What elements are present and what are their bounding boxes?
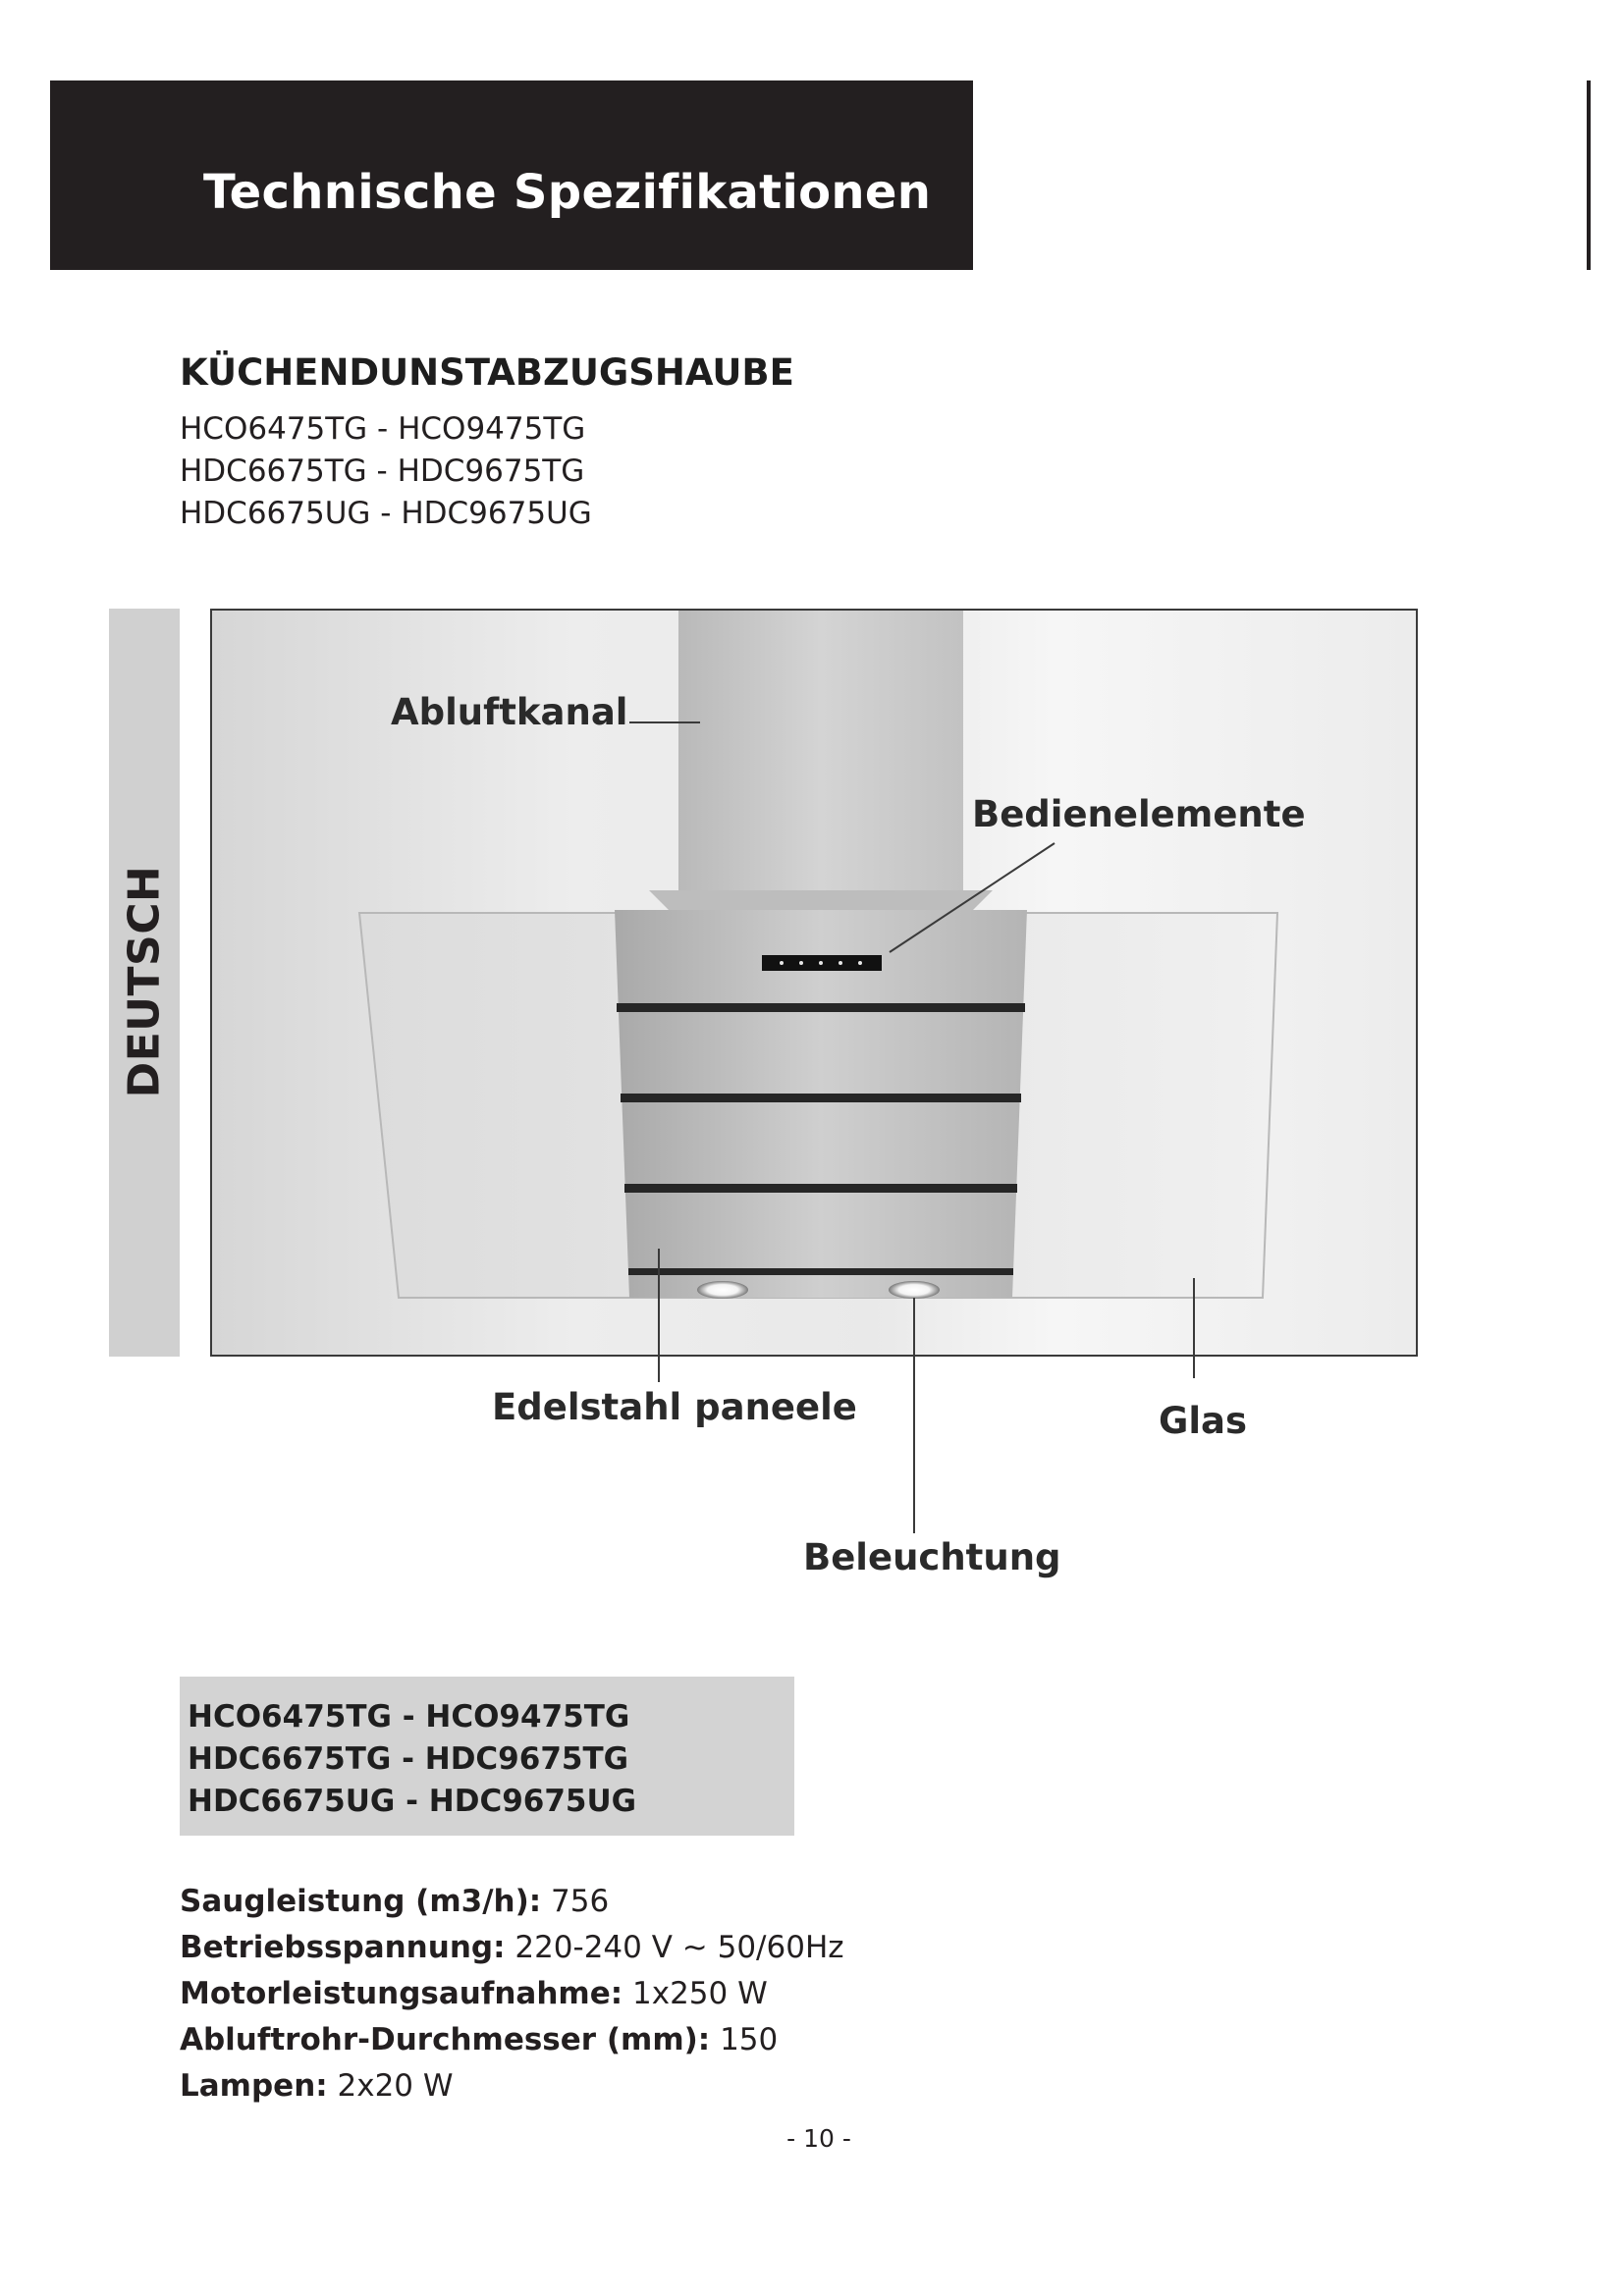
product-photo	[210, 609, 1418, 1357]
spec-key: Saugleistung (m3/h):	[180, 1884, 542, 1919]
spec-model-box	[180, 1677, 794, 1836]
control-dot	[858, 961, 862, 965]
duct-shape	[678, 611, 963, 890]
label-duct: Abluftkanal	[391, 691, 628, 733]
spec-model-line: HCO6475TG - HCO9475TG	[188, 1699, 630, 1735]
control-dot	[839, 961, 842, 965]
panel-divider	[617, 1003, 1025, 1012]
spec-value: 220-240 V ~ 50/60Hz	[514, 1930, 844, 1965]
spec-row	[180, 1971, 844, 2017]
page-title: Technische Spezifikationen	[203, 165, 932, 220]
label-lighting: Beleuchtung	[803, 1536, 1061, 1578]
spec-row	[180, 2017, 844, 2063]
spec-row	[180, 1879, 844, 1925]
panel-divider	[628, 1268, 1013, 1275]
panel-divider	[624, 1184, 1017, 1193]
spec-value: 150	[720, 2022, 779, 2057]
spec-key: Motorleistungsaufnahme:	[180, 1976, 623, 2011]
label-controls: Bedienelemente	[972, 793, 1306, 835]
lamp-light	[697, 1281, 748, 1299]
panel-divider	[621, 1094, 1021, 1102]
control-dot	[819, 961, 823, 965]
spec-model-line: HDC6675UG - HDC9675UG	[188, 1784, 637, 1819]
label-glass: Glas	[1159, 1400, 1248, 1442]
spec-key: Abluftrohr-Durchmesser (mm):	[180, 2022, 711, 2057]
model-list	[180, 408, 592, 535]
control-dot	[799, 961, 803, 965]
model-line: HDC6675UG - HDC9675UG	[180, 496, 592, 531]
spec-key: Lampen:	[180, 2068, 328, 2104]
model-line: HDC6675TG - HDC9675TG	[180, 454, 585, 489]
page-number: - 10 -	[786, 2124, 851, 2153]
language-tab-label: DEUTSCH	[119, 865, 170, 1098]
lamp-light	[889, 1281, 940, 1299]
model-line: HCO6475TG - HCO9475TG	[180, 411, 586, 447]
label-panels: Edelstahl paneele	[492, 1386, 857, 1428]
spec-row	[180, 1925, 844, 1971]
spec-value: 756	[551, 1884, 610, 1919]
spec-value: 1x250 W	[632, 1976, 768, 2011]
spec-key: Betriebsspannung:	[180, 1930, 506, 1965]
spec-value: 2x20 W	[337, 2068, 454, 2104]
spec-model-line: HDC6675TG - HDC9675TG	[188, 1741, 629, 1777]
duct-collar	[649, 890, 993, 910]
control-dot	[780, 961, 784, 965]
spec-row	[180, 2063, 844, 2109]
page-edge-mark	[1587, 80, 1591, 270]
product-heading: KÜCHENDUNSTABZUGSHAUBE	[180, 351, 794, 394]
spec-list	[180, 1879, 844, 2109]
